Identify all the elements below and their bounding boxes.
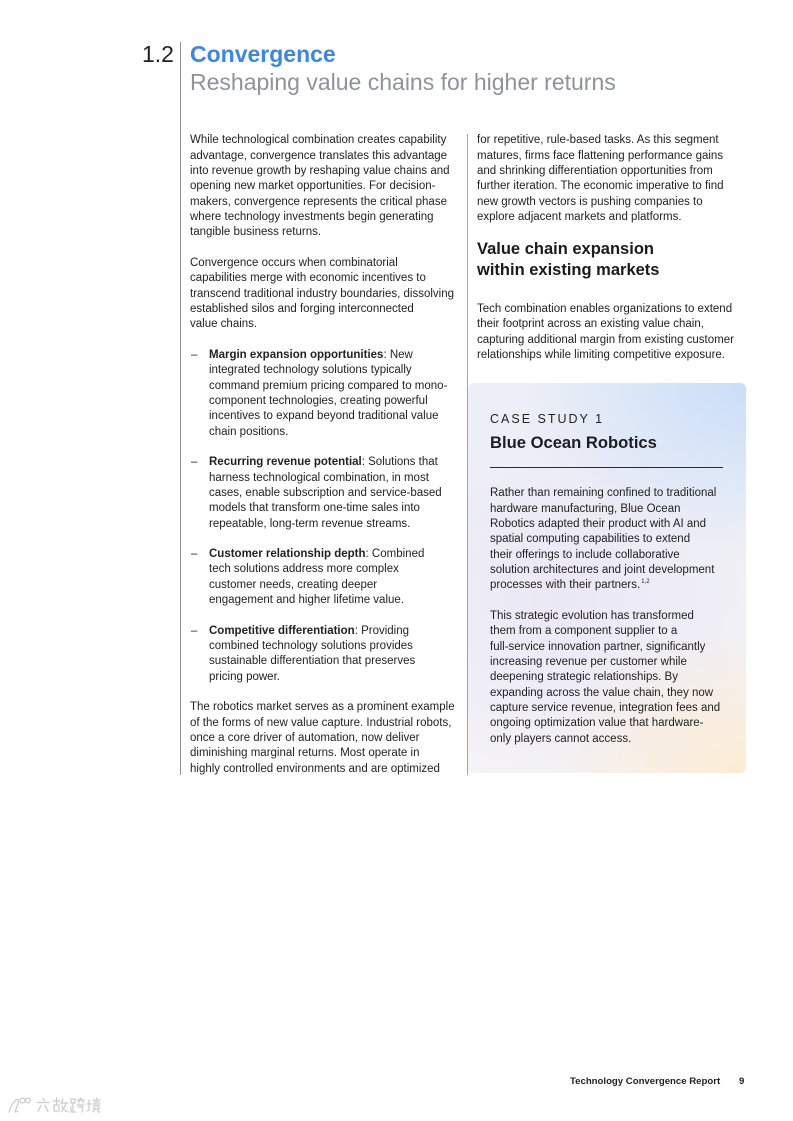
case-study-divider	[490, 467, 723, 468]
bullet-dash: –	[191, 348, 198, 361]
text-line: their offerings to include collaborative	[490, 548, 680, 561]
text-line: transcend traditional industry boundaries, dissolving	[190, 287, 455, 300]
text-line: chain positions.	[209, 425, 289, 438]
text-line: only players cannot access.	[490, 732, 632, 745]
bullet-term-continuation: : Combined	[365, 548, 425, 561]
bullet-term-continuation: : Solutions that	[361, 456, 438, 469]
section-number: 1.2	[142, 41, 174, 67]
continuation-paragraph	[477, 133, 741, 225]
case-study-paragraph	[490, 609, 723, 747]
text-line: capabilities merge with economic incentives to	[190, 272, 426, 285]
text-line: new growth vectors is pushing companies to	[477, 195, 703, 208]
text-line	[490, 578, 723, 593]
section-title: Convergence	[190, 41, 336, 67]
text-line: spatial computing capabilities to extend	[490, 533, 691, 546]
text-line: for repetitive, rule-based tasks. As this segment	[477, 134, 719, 147]
text-line: advantage, convergence translates this advantage	[190, 149, 448, 162]
value-chain-paragraph	[477, 302, 741, 363]
text-line: combined technology solutions provides	[209, 640, 413, 653]
bullet-customer-relationship	[190, 547, 462, 608]
text-line: While technological combination creates capability	[190, 134, 447, 147]
text-line: command premium pricing compared to mono-	[209, 379, 448, 392]
case-study-paragraph	[490, 486, 723, 593]
text-line: repeatable, long-term revenue streams.	[209, 517, 411, 530]
text-line: harness technological combination, in most	[209, 471, 429, 484]
text-line: deepening strategic relationships. By	[490, 671, 678, 684]
bullet-term: Margin expansion opportunities	[209, 348, 384, 361]
citation-superscript: 1,2	[641, 579, 650, 586]
text-line: them from a component supplier to a	[490, 625, 678, 638]
text-line	[209, 547, 462, 562]
heading-line: Value chain expansion	[477, 240, 654, 259]
section-subtitle: Reshaping value chains for higher returns	[190, 69, 616, 95]
right-column	[477, 133, 741, 363]
case-study-label: CASE STUDY 1	[490, 412, 605, 426]
text-line: This strategic evolution has transformed	[490, 609, 694, 622]
text-line: matures, firms face flattening performance gains	[477, 149, 724, 162]
text-line: once a core driver of automation, now deliver	[190, 732, 420, 745]
text-line: opening new market opportunities. For decision-	[190, 180, 436, 193]
text-line: their footprint across an existing value chain,	[477, 318, 704, 331]
text-line: solution architectures and joint development	[490, 563, 715, 576]
text-line: customer needs, creating deeper	[209, 578, 378, 591]
left-column	[190, 133, 462, 777]
text-line: Convergence occurs when combinatorial	[190, 256, 398, 269]
text-line: value chains.	[190, 318, 258, 331]
page-number: 9	[739, 1076, 745, 1087]
text-line: hardware manufacturing, Blue Ocean	[490, 502, 681, 515]
section-divider-line	[180, 42, 181, 775]
definition-paragraph	[190, 256, 462, 333]
text-line: capture service revenue, integration fees and	[490, 701, 721, 714]
text-line: models that transform one-time sales into	[209, 502, 420, 515]
intro-paragraph	[190, 133, 462, 240]
bullet-term: Customer relationship depth	[209, 548, 366, 561]
text-line: Robotics adapted their product with AI and	[490, 517, 707, 530]
watermark-logo	[6, 1094, 106, 1116]
robotics-paragraph	[190, 700, 462, 777]
text-line-content: processes with their partners.	[490, 579, 641, 592]
text-line: capturing additional margin from existing customer	[477, 333, 734, 346]
bullet-margin-expansion	[190, 348, 462, 440]
heading-line: within existing markets	[477, 261, 660, 280]
text-line: where technology investments begin generating	[190, 210, 434, 223]
text-line: highly controlled environments and are optimized	[190, 762, 440, 775]
text-line	[209, 624, 462, 639]
text-line: expanding across the value chain, they now	[490, 686, 714, 699]
text-line: of the forms of new value capture. Industrial robots,	[190, 716, 452, 729]
bullet-term: Competitive differentiation	[209, 624, 355, 637]
text-line: engagement and higher lifetime value.	[209, 594, 404, 607]
text-line: cases, enable subscription and service-based	[209, 486, 442, 499]
text-line: pricing power.	[209, 670, 280, 683]
text-line: established silos and forging interconnected	[190, 302, 414, 315]
text-line: sustainable differentiation that preserves	[209, 655, 416, 668]
text-line: Rather than remaining confined to traditional	[490, 487, 717, 500]
text-line: into revenue growth by reshaping value chains and	[190, 164, 450, 177]
text-line: and shrinking differentiation opportunities from	[477, 164, 713, 177]
text-line: diminishing marginal returns. Most operate in	[190, 747, 420, 760]
footer-report-title: Technology Convergence Report	[570, 1076, 721, 1087]
bullet-dash: –	[191, 548, 198, 561]
text-line: further iteration. The economic imperative to find	[477, 180, 724, 193]
bullet-term-continuation: : Providing	[354, 624, 410, 637]
text-line: integrated technology solutions typically	[209, 364, 412, 377]
text-line: The robotics market serves as a prominent example	[190, 701, 455, 714]
text-line: Tech combination enables organizations to extend	[477, 303, 733, 316]
text-line: relationships while limiting competitive exposure.	[477, 349, 726, 362]
bullet-term-continuation: : New	[383, 348, 413, 361]
text-line: explore adjacent markets and platforms.	[477, 210, 682, 223]
text-line: tech solutions address more complex	[209, 563, 399, 576]
bullet-competitive-differentiation	[190, 624, 462, 685]
text-line	[209, 455, 462, 470]
text-line: incentives to expand beyond traditional value	[209, 410, 439, 423]
text-line	[209, 348, 462, 363]
text-line: makers, convergence represents the critical phase	[190, 195, 447, 208]
text-line: component technologies, creating powerful	[209, 394, 428, 407]
bullet-dash: –	[191, 456, 198, 469]
case-study-box	[468, 383, 746, 773]
text-line: tangible business returns.	[190, 226, 322, 239]
bullet-term: Recurring revenue potential	[209, 456, 362, 469]
case-study-title: Blue Ocean Robotics	[490, 433, 657, 452]
text-line: increasing revenue per customer while	[490, 655, 687, 668]
text-line: full-service innovation partner, significantly	[490, 640, 706, 653]
text-line: ongoing optimization value that hardware-	[490, 717, 704, 730]
bullet-dash: –	[191, 624, 198, 637]
bullet-recurring-revenue	[190, 455, 462, 532]
value-chain-heading	[477, 239, 741, 281]
